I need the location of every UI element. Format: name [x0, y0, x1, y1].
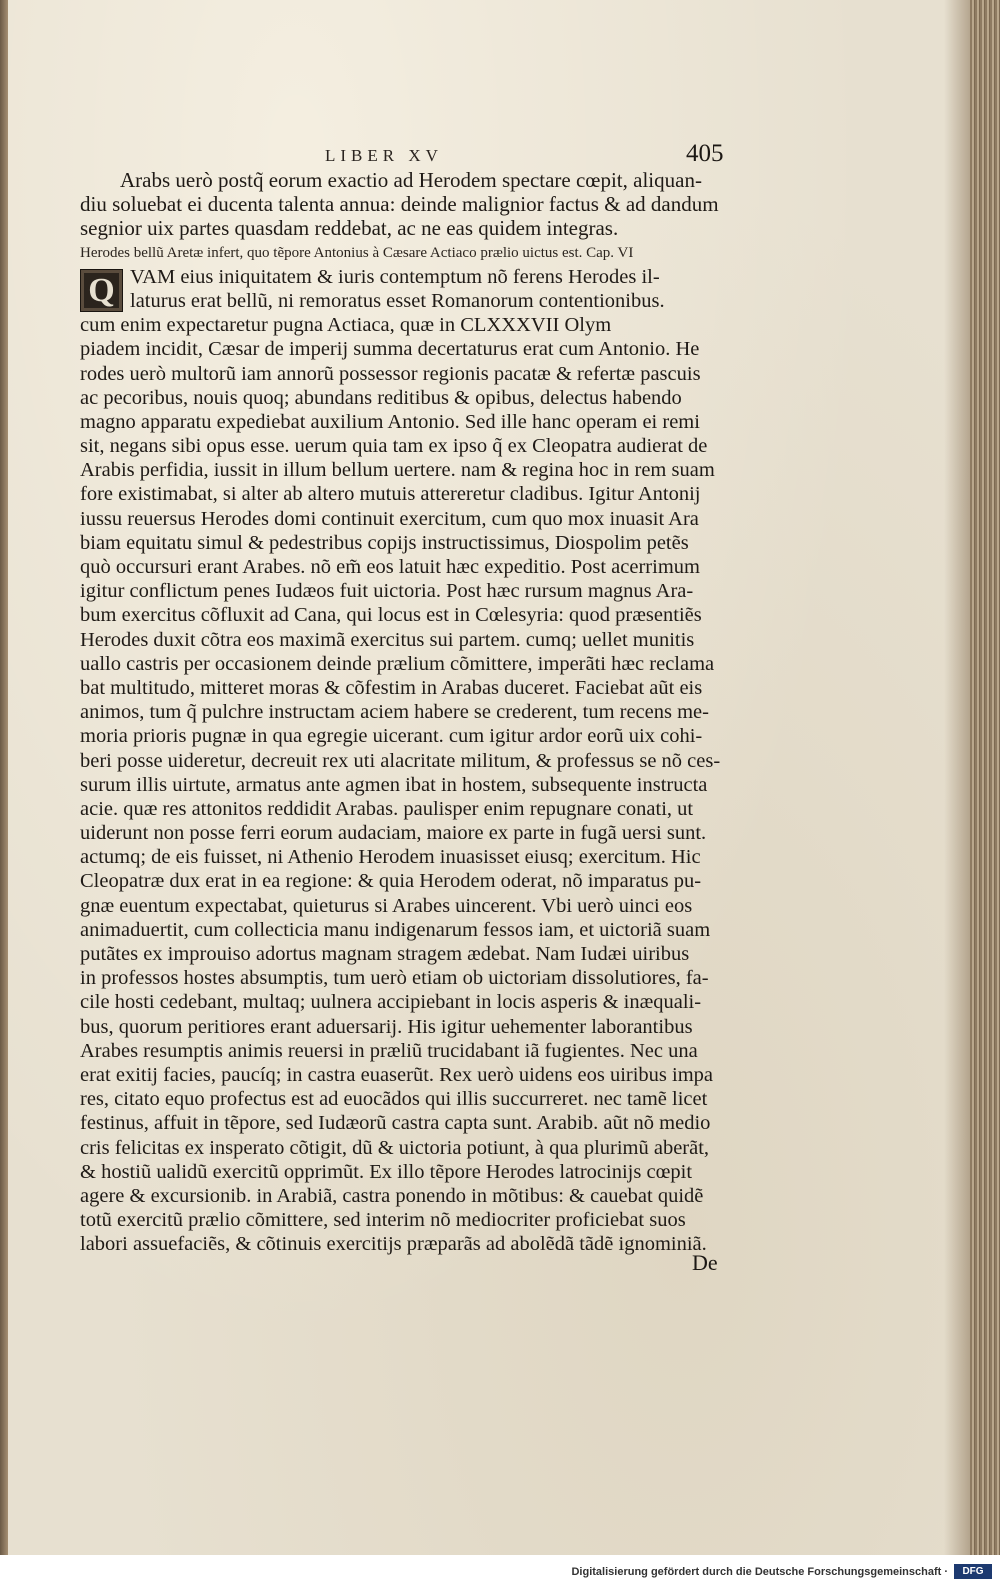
text-line: cile hosti cedebant, multaq; uulnera accipiebant in locis asperis & inæquali-	[80, 991, 702, 1014]
text-line: res, citato equo profectus est ad euocãdos qui illis succurreret. nec tamẽ licet	[80, 1088, 708, 1111]
folio-number: 405	[686, 140, 724, 167]
running-header	[0, 140, 1000, 168]
text-line: acie. quæ res attonitos reddidit Arabas. paulisper enim repugnare conati, ut	[80, 797, 694, 820]
text-line: agere & excursionib. in Arabiã, castra ponendo in mõtibus: & cauebat quidẽ	[80, 1184, 704, 1207]
main-text	[80, 168, 740, 1256]
text-line: piadem incidit, Cæsar de imperij summa decertaturus erat cum Antonio. He	[80, 338, 700, 361]
text-line: bat multitudo, mitteret moras & cõfestim in Arabas duceret. Faciebat aũt eis	[80, 676, 703, 699]
text-line: Arabis perfidia, iussit in illum bellum uertere. nam & regina hoc in rem suam	[80, 459, 715, 482]
text-line: biam equitatu simul & pedestribus copijs instructissimus, Diospolim petẽs	[80, 531, 689, 554]
text-line: bum exercitus cõfluxit ad Cana, qui locus est in Cœlesyria: quod præsentiẽs	[80, 604, 702, 627]
text-line: labori assuefaciẽs, & cõtinuis exercitijs præparãs ad abolẽdã tãdẽ ignominiã.	[80, 1233, 707, 1256]
footer-credit: Digitalisierung gefördert durch die Deutsche Forschungsgemeinschaft ·	[571, 1566, 948, 1578]
text-line: quò occursuri erant Arabes. nõ em̃ eos latuit hæc expeditio. Post acerrimum	[80, 556, 700, 578]
text-line: sit, negans sibi opus esse. uerum quia tam ex ipso q̃ ex Cleopatra audierat de	[80, 435, 708, 458]
text-line: iussu reuersus Herodes domi continuit exercitum, cum quo mox inuasit Ara	[80, 507, 699, 530]
text-line: Herodes duxit cõtra eos maximã exercitus sui partem. cumq; uellet munitis	[80, 628, 695, 651]
decorated-initial: Q	[80, 269, 123, 312]
book-fore-edge	[970, 0, 1000, 1555]
text-line: VAM eius iniquitatem & iuris contemptum nõ ferens Herodes il-	[130, 265, 660, 288]
text-line: cris felicitas ex insperato cõtigit, dũ & uictoria potiunt, à qua plurimũ aberãt,	[80, 1136, 710, 1159]
text-line: cum enim expectaretur pugna Actiaca, quæ in CLXXXVII Olym	[80, 314, 612, 337]
text-line: animos, tum q̃ pulchre instructam aciem habere se crederent, tum recens me-	[80, 701, 709, 724]
text-line: animaduertit, cum collecticia manu indigenarum fessos iam, et uictoriã suam	[80, 918, 711, 941]
text-line: magno apparatu expediebat auxilium Antonio. Sed ille hanc operam ei remi	[80, 410, 700, 433]
page-shadow	[944, 0, 970, 1555]
text-line: putãtes ex improuiso adortus magnam stragem ædebat. Nam Iudæi uiribus	[80, 943, 690, 965]
text-line: Arabs uerò postq̃ eorum exactio ad Herodem spectare cœpit, aliquan-	[120, 168, 702, 192]
text-line: festinus, affuit in tẽpore, sed Iudæorũ castra capta sunt. Arabib. aũt nõ medio	[80, 1112, 711, 1135]
text-line: rodes uerò multorũ iam annorũ possessor regionis pacatæ & refertæ pascuis	[80, 362, 701, 385]
text-line: actumq; de eis fuisset, ni Athenio Herodem inuasisset eiusq; exercitum. Hic	[80, 846, 701, 869]
text-line: beri posse uideretur, decreuit rex uti alacritate militum, & professus se nõ ces-	[80, 749, 721, 772]
text-line: Cleopatræ dux erat in ea regione: & quia Herodem oderat, nõ imparatus pu-	[80, 870, 702, 893]
catchword: De	[692, 1250, 718, 1275]
body-text	[80, 265, 740, 1257]
text-line: erat exitij facies, paucíq; in castra euaserũt. Rex uerò uidens eos uiribus impa	[80, 1063, 714, 1086]
text-line: laturus erat bellũ, ni remoratus esset Romanorum contentionibus.	[130, 289, 665, 312]
text-line: fore existimabat, si alter ab altero mutuis attereretur cladibus. Igitur Antonij	[80, 483, 701, 506]
chapter-heading: Herodes bellũ Aretæ infert, quo tẽpore Antonius à Cæsare Actiaco prælio uictus est. Cap. VI	[80, 244, 634, 261]
text-line: uallo castris per occasionem deinde prælium cõmittere, imperãti hæc reclama	[80, 652, 715, 675]
text-line: diu soluebat ei ducenta talenta annua: deinde malignior factus & ad dandum	[80, 192, 719, 217]
text-line: totũ exercitũ prælio cõmittere, sed interim nõ mediocriter proficiebat suos	[80, 1209, 686, 1232]
text-line: ac pecoribus, nouis quoq; abundans reditibus & opibus, delectus habendo	[80, 386, 682, 409]
text-line: bus, quorum peritiores erant aduersarij. His igitur uehementer laborantibus	[80, 1015, 693, 1038]
digitization-footer	[0, 1555, 1000, 1590]
text-line: segnior uix partes quasdam reddebat, ac ne eas quidem integras.	[80, 216, 619, 241]
text-line: moria prioris pugnæ in qua egregie uicerant. cum igitur ardor eorũ uix cohi-	[80, 725, 703, 748]
text-line: uiderunt non posse ferri eorum audaciam, maiore ex parte in fugã uersi sunt.	[80, 822, 707, 845]
text-line: Arabes resumptis animis reuersi in præliũ trucidabant iã fugientes. Nec una	[80, 1039, 698, 1062]
text-line: in professos hostes absumptis, tum uerò etiam ob uictoriam dissolutiores, fa-	[80, 967, 709, 990]
left-binding-edge	[0, 0, 8, 1555]
text-line: igitur conflictum penes Iudæos fuit uictoria. Post hæc rursum magnus Ara-	[80, 580, 694, 603]
text-line: surum illis uirtute, armatus ante agmen ibat in hostem, subsequente instructa	[80, 773, 708, 796]
running-title: LIBER XV	[325, 146, 443, 165]
intro-paragraph	[80, 168, 740, 241]
dfg-logo: DFG	[954, 1564, 992, 1579]
text-line: gnæ euentum expectabat, quieturus si Arabes uincerent. Vbi uerò uinci eos	[80, 894, 693, 917]
chapter-body	[80, 265, 740, 1257]
text-line: & hostiũ ualidũ exercitũ opprimũt. Ex illo tẽpore Herodes latrocinijs cœpit	[80, 1160, 693, 1183]
